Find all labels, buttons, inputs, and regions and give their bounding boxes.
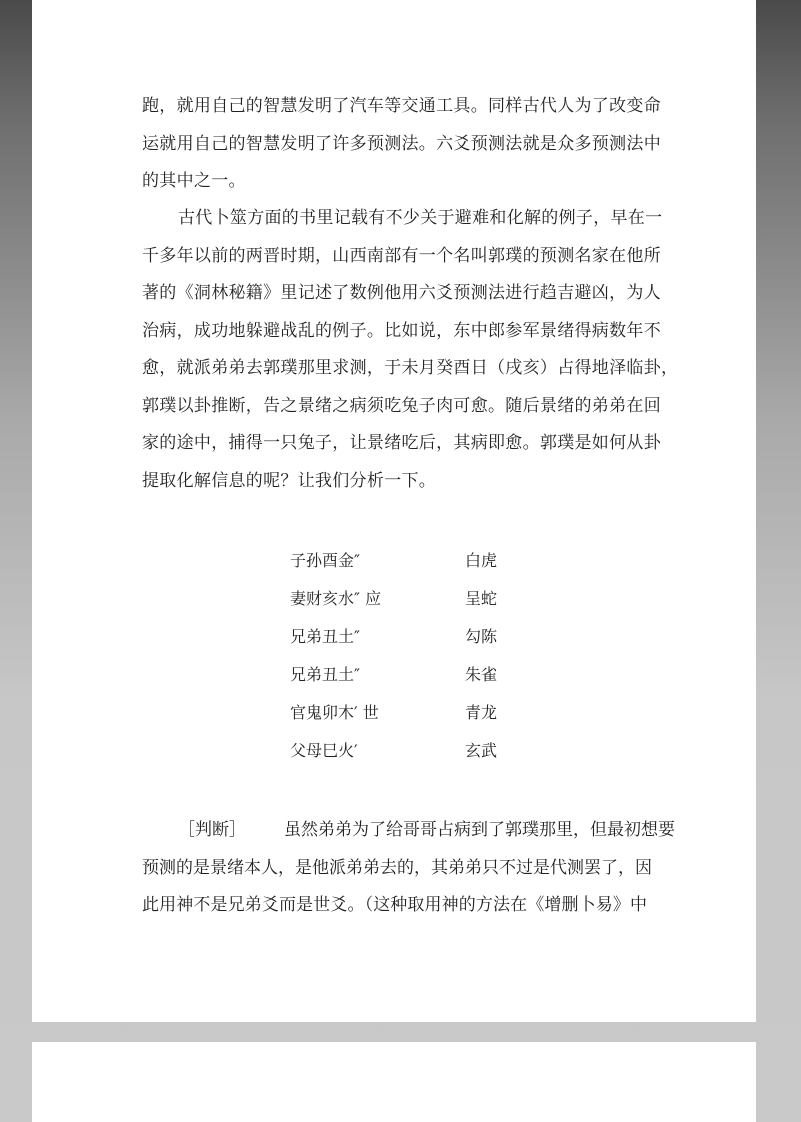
hexagram-row	[290, 580, 550, 618]
six-beast-label: 白虎	[465, 551, 498, 570]
text-line: 著的《洞林秘籍》里记述了数例他用六爻预测法进行趋吉避凶，为人	[142, 283, 661, 303]
text-line: 家的途中，捕得一只兔子，让景绪吃后，其病即愈。郭璞是如何从卦	[142, 433, 661, 453]
next-document-page	[32, 1042, 756, 1122]
judgement-paragraph	[142, 812, 675, 925]
yao-label: 父母巳火′	[290, 741, 358, 760]
text-line: 千多年以前的两晋时期，山西南部有一个名叫郭璞的预测名家在他所	[142, 245, 661, 266]
text-line: 预测的是景绪本人，是他派弟弟去的，其弟弟只不过是代测罢了，因	[142, 857, 652, 878]
hexagram-row	[290, 542, 550, 580]
text-line: 此用神不是兄弟爻而是世爻。（这种取用神的方法在《增删卜易》中	[142, 895, 647, 915]
text-line: 运就用自己的智慧发明了许多预测法。六爻预测法就是众多预测法中	[142, 133, 661, 154]
text-line: 古代卜筮方面的书里记载有不少关于避难和化解的例子，早在一	[178, 208, 663, 228]
paragraph-1	[142, 88, 661, 201]
six-beast-label: 朱雀	[465, 665, 498, 684]
paragraph-2	[142, 200, 679, 500]
judgement-label: ［判断］	[178, 820, 246, 840]
six-beast-label: 呈蛇	[465, 589, 498, 608]
text-line: 治病，成功地躲避战乱的例子。比如说，东中郎参军景绪得病数年不	[142, 320, 661, 341]
hexagram-row	[290, 656, 550, 694]
six-beast-label: 玄武	[465, 741, 498, 760]
hexagram-table	[290, 542, 550, 770]
hexagram-row	[290, 618, 550, 656]
text-line	[142, 812, 675, 850]
hexagram-row	[290, 694, 550, 732]
text-line: 跑，就用自己的智慧发明了汽车等交通工具。同样古代人为了改变命	[142, 96, 661, 116]
text-line: 郭璞以卦推断，告之景绪之病须吃兔子肉可愈。随后景绪的弟弟在回	[142, 395, 661, 416]
yao-label: 兄弟丑土″	[290, 665, 360, 684]
text-line: 愈，就派弟弟去郭璞那里求测，于未月癸酉日（戌亥）占得地泽临卦，	[142, 358, 679, 378]
six-beast-label: 青龙	[465, 703, 498, 722]
hexagram-row	[290, 732, 550, 770]
yao-label: 妻财亥水″ 应	[290, 589, 382, 608]
yao-label: 子孙酉金″	[290, 551, 360, 570]
yao-label: 官鬼卯木′ 世	[290, 703, 379, 722]
yao-label: 兄弟丑土″	[290, 627, 360, 646]
text-line: 的其中之一。	[142, 171, 246, 191]
six-beast-label: 勾陈	[465, 627, 498, 646]
document-page	[32, 0, 756, 1022]
text-line: 提取化解信息的呢？让我们分析一下。	[142, 470, 437, 491]
judgement-first-line: 虽然弟弟为了给哥哥占病到了郭璞那里，但最初想要	[284, 820, 675, 840]
